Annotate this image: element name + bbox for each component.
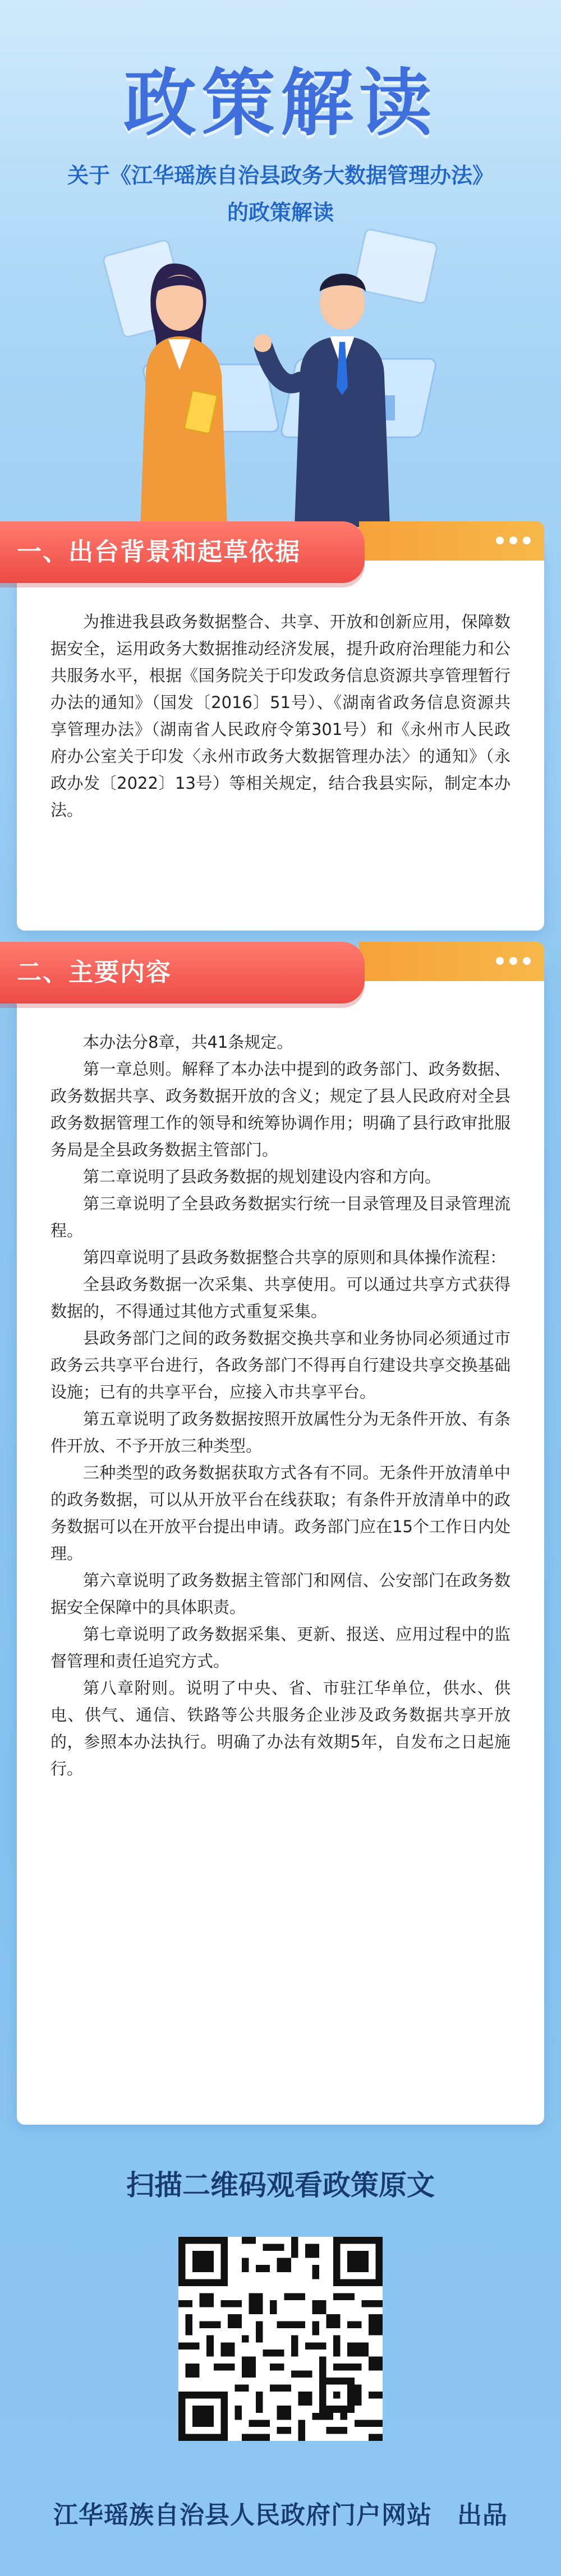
footer-credit: 江华瑶族自治县人民政府门户网站 出品 (53, 2501, 508, 2529)
subtitle-line-2: 的政策解读 (227, 200, 334, 225)
paragraph: 为推进我县政务数据整合、共享、开放和创新应用，保障数据安全，运用政务大数据推动经济发展，提升政府治理能力和公共服务水平，根据《国务院关于印发政务信息资源共享管理暂行办法的通知》（国发〔2016〕51号）、《湖南省政务信息资源共享管理办法》（湖南省人民政府令第301号）和《永州市人民政府办公室关于印发〈永州市政务大数据管理办法〉的通知》（永政办发〔2022〕13号）等相关规定，结合我县实际，制定本办法。 (50, 612, 511, 820)
woman-figure-icon (140, 263, 227, 527)
page-subtitle (34, 157, 527, 231)
paragraph: 第五章说明了政务数据按照开放属性分为无条件开放、有条件开放、不予开放三种类型。 (50, 1409, 511, 1455)
section-heading: 一、出台背景和起草依据 (17, 538, 301, 566)
background-section-card (17, 538, 544, 931)
paragraph: 第二章说明了县政务数据的规划建设内容和方向。 (83, 1167, 442, 1186)
hero-banner (0, 0, 561, 533)
subtitle-line-1: 关于《江华瑶族自治县政务大数据管理办法》 (67, 163, 494, 188)
paragraph: 第六章说明了政务数据主管部门和网信、公安部门在政务数据安全保障中的具体职责。 (50, 1571, 511, 1617)
section-tab (0, 521, 365, 583)
paragraph: 第三章说明了全县政务数据实行统一目录管理及目录管理流程。 (50, 1194, 511, 1240)
paragraph: 三种类型的政务数据获取方式各有不同。无条件开放清单中的政务数据，可以从开放平台在线获取；有条件开放清单中的政务数据可以在开放平台提出申请。政务部门应在15个工作日内处理。 (50, 1463, 511, 1563)
paragraph: 本办法分8章，共41条规定。 (83, 1033, 293, 1052)
paragraph: 第一章总则。解释了本办法中提到的政务部门、政务数据、政务数据共享、政务数据开放的含义；规定了县人民政府对全县政务数据管理工作的领导和统筹协调作用；明确了县行政审批服务局是全县政务数据主管部门。 (50, 1060, 511, 1159)
hero-illustration (79, 224, 482, 527)
paragraph: 第四章说明了县政务数据整合共享的原则和具体操作流程： (83, 1248, 507, 1267)
decorative-dots-icon (490, 536, 531, 547)
section-heading: 二、主要内容 (17, 958, 172, 987)
paragraph: 县政务部门之间的政务数据交换共享和业务协同必须通过市政务云共享平台进行，各政务部门不得再自行建设共享交换基础设施；已有的共享平台，应接入市共享平台。 (50, 1329, 511, 1402)
section-body (50, 1029, 511, 1782)
page-title: 政策解读 (123, 61, 438, 146)
paragraph: 第八章附则。说明了中央、省、市驻江华单位，供水、供电、供气、通信、铁路等公共服务企业涉及政务数据共享开放的，参照本办法执行。明确了办法有效期5年，自发布之日起施行。 (50, 1678, 511, 1778)
main-content-section-card (17, 958, 544, 2125)
section-body (50, 608, 511, 824)
decorative-dots-icon (490, 956, 531, 967)
section-header-bar (359, 521, 544, 561)
paragraph: 第七章说明了政务数据采集、更新、报送、应用过程中的监督管理和责任追究方式。 (50, 1625, 511, 1671)
qr-code-icon[interactable] (178, 2237, 383, 2441)
section-tab (0, 942, 365, 1003)
qr-caption: 扫描二维码观看政策原文 (126, 2169, 435, 2202)
section-header-bar (359, 942, 544, 981)
paragraph: 全县政务数据一次采集、共享使用。可以通过共享方式获得数据的，不得通过其他方式重复采集。 (50, 1275, 511, 1321)
man-figure-icon (254, 274, 390, 527)
